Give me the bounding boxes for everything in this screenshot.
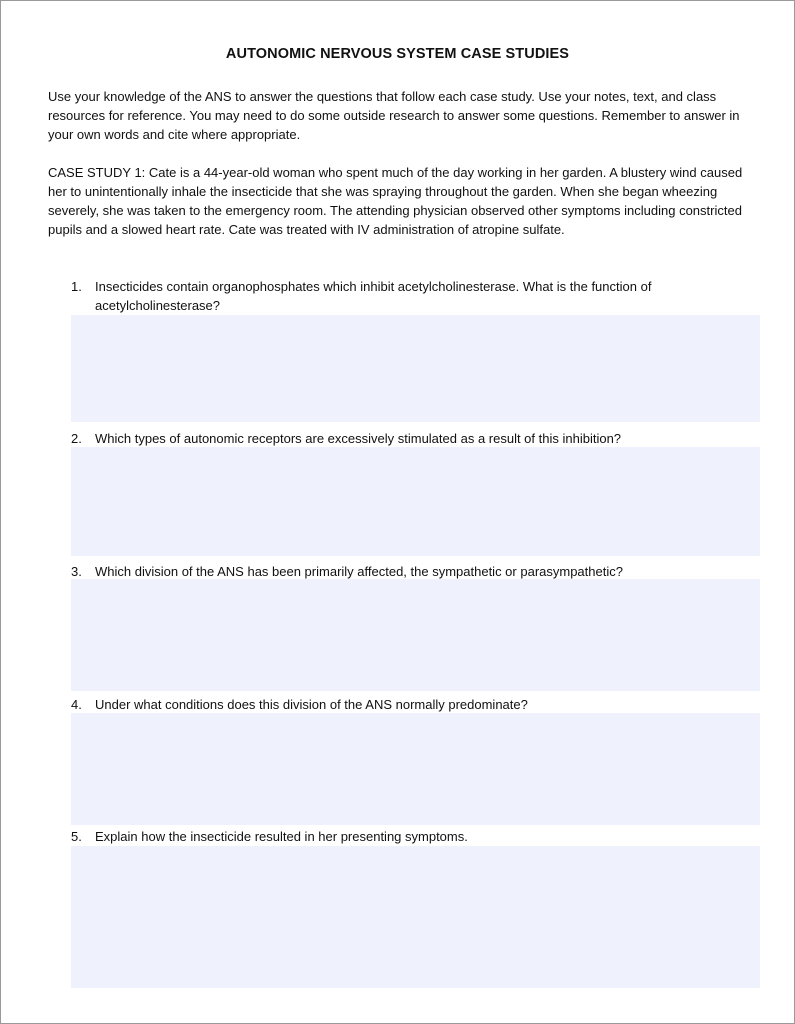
answer-field-4[interactable] [71,713,760,825]
answer-field-3[interactable] [71,579,760,691]
instructions-paragraph: Use your knowledge of the ANS to answer the questions that follow each case study. Use your notes, text, and class resources for reference. You may need to do some outside research to answer some questions. Remember to answer in your own words and cite where appropriate. [48,89,740,142]
page-title: AUTONOMIC NERVOUS SYSTEM CASE STUDIES [225,46,570,62]
question-1 [71,277,741,315]
question-number: 3. [71,564,82,579]
case-study-paragraph: CASE STUDY 1: Cate is a 44-year-old woman who spent much of the day working in her garden. A blustery wind caused her to unintentionally inhale the insecticide that she was spraying throughout the garden. When she began wheezing severely, she was taken to the emergency room. The attending physician observed other symptoms including constricted pupils and a slowed heart rate. Cate was treated with IV administration of atropine sulfate. [48,165,743,237]
question-text: Insecticides contain organophosphates which inhibit acetylcholinesterase. What is the function of acetylcholinesterase? [95,279,652,313]
question-text: Which types of autonomic receptors are excessively stimulated as a result of this inhibition? [95,431,622,446]
answer-field-1[interactable] [71,315,760,422]
question-4 [71,695,741,714]
question-2 [71,429,741,448]
question-number: 5. [71,829,82,844]
question-text: Explain how the insecticide resulted in her presenting symptoms. [95,829,468,844]
answer-field-2[interactable] [71,447,760,556]
question-number: 1. [71,279,82,294]
question-number: 2. [71,431,82,446]
question-number: 4. [71,697,82,712]
question-text: Which division of the ANS has been primarily affected, the sympathetic or parasympathetic? [95,564,623,579]
answer-field-5[interactable] [71,846,760,988]
question-text: Under what conditions does this division of the ANS normally predominate? [95,697,528,712]
question-5 [71,827,741,846]
